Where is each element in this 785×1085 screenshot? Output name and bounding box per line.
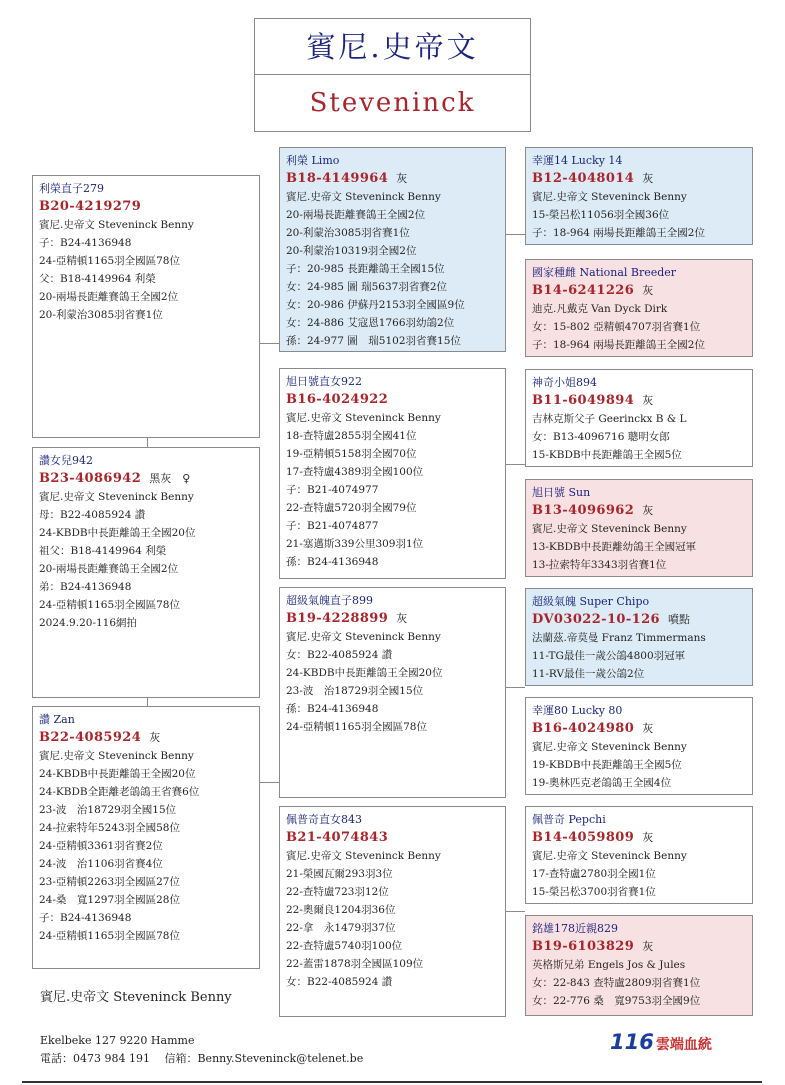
info-line: 20-利蒙治10319羽全國2位 [286, 245, 417, 257]
info-line: 11-RV最佳一歲公鴿2位 [532, 668, 645, 680]
info-line: 賓尼.史帝文 Steveninck Benny [286, 631, 441, 643]
pigeon-name: 佩普奇 Pepchi [532, 813, 606, 826]
ring-number: B19-6103829 [532, 939, 635, 954]
info-line: 22-奧爾良1204羽36位 [286, 904, 396, 916]
ring-number: DV03022-10-126 [532, 612, 660, 627]
ring-number: B14-6241226 [532, 283, 635, 298]
info-line: 17-查特盧2780羽全國1位 [532, 868, 656, 880]
info-line: 24-拉索特年5243羽全國58位 [39, 822, 180, 834]
connector-line [259, 343, 280, 344]
info-line: 24-桑 寬1297羽全國區28位 [39, 894, 180, 906]
info-line: 女：20-986 伊蘇丹2153羽全國區9位 [286, 299, 465, 311]
info-line: 23-波 治18729羽全國15位 [39, 804, 177, 816]
info-line: 22-查特盧723羽12位 [286, 886, 389, 898]
feather-color: 灰 [396, 172, 408, 185]
ring-number: B23-4086942 [39, 471, 142, 486]
info-line: 15-榮呂松3700羽省賽1位 [532, 886, 656, 898]
info-line: 女：B22-4085924 讚 [286, 649, 393, 661]
connector-line [505, 911, 525, 912]
address-line: Ekelbeke 127 9220 Hamme [40, 1034, 195, 1047]
info-line: 24-亞精頓3361羽省賽2位 [39, 840, 163, 852]
info-line: 孫：B24-4136948 [286, 703, 379, 715]
pigeon-name: 幸運80 Lucky 80 [532, 704, 623, 717]
info-line: 賓尼.史帝文 Steveninck Benny [286, 850, 441, 862]
info-line: 22-查特盧5740羽100位 [286, 940, 403, 952]
ring-number: B11-6049894 [532, 393, 635, 408]
feather-color: 灰 [149, 731, 161, 744]
info-line: 20-兩場長距離賽鴿王全國2位 [39, 563, 179, 575]
info-line: 24-KBDB中長距離鴿王全國20位 [39, 768, 196, 780]
info-line: 子：B21-4074877 [286, 520, 379, 532]
logo-text: 雲端血統 [655, 1037, 712, 1053]
info-line: 子：B24-4136948 [39, 912, 132, 924]
info-line: 子：20-985 長距離鴿王全國15位 [286, 263, 445, 275]
pigeon-name: 利榮直子279 [39, 182, 104, 195]
info-line: 24-KBDB中長距離鴿王全國20位 [39, 527, 196, 539]
info-line: 賓尼.史帝文 Steveninck Benny [39, 491, 194, 503]
info-line: 女：22-776 桑 寬9753羽全國9位 [532, 995, 701, 1007]
gen2-card [279, 368, 506, 579]
connector-line [505, 234, 525, 235]
feather-color: 灰 [642, 940, 654, 953]
contact-block [40, 1032, 363, 1068]
pigeon-name: 旭日號 Sun [532, 486, 591, 499]
feather-color: 灰 [642, 504, 654, 517]
ring-number: B16-4024980 [532, 721, 635, 736]
connector-line [147, 437, 148, 447]
info-line: 弟：B24-4136948 [39, 581, 132, 593]
ring-number: B14-4059809 [532, 830, 635, 845]
connector-line [505, 687, 525, 688]
info-line: 父：B18-4149964 利榮 [39, 273, 156, 285]
info-line: 孫：24-977 圖 瑞5102羽省賽15位 [286, 335, 461, 347]
gen3-dam-card [525, 915, 753, 1016]
gen3-dam-card [525, 479, 753, 577]
info-line: 19-奧林匹克老鴿鴿王全國4位 [532, 777, 672, 789]
gen3-card [525, 697, 753, 795]
info-line: 18-查特盧2855羽全國41位 [286, 430, 417, 442]
pigeon-name: 超級氣魄 Super Chipo [532, 595, 650, 608]
info-line: 女：B13-4096716 聰明女郎 [532, 431, 670, 443]
info-line: 賓尼.史帝文 Steveninck Benny [532, 850, 687, 862]
connector-line [505, 464, 525, 465]
gen2-card [279, 587, 506, 798]
gen3-sire-card [525, 147, 753, 245]
info-line: 15-榮呂松11056羽全國36位 [532, 209, 670, 221]
info-line: 23-亞精頓2263羽全國區27位 [39, 876, 180, 888]
info-line: 20-兩場長距離賽鴿王全國2位 [39, 291, 179, 303]
pigeon-name: 國家種雌 National Breeder [532, 266, 677, 279]
info-line: 迪克.凡戴克 Van Dyck Dirk [532, 303, 668, 315]
info-line: 24-亞精頓1165羽全國區78位 [39, 255, 180, 267]
ring-number: B18-4149964 [286, 171, 389, 186]
info-line: 24-波 治1106羽省賽4位 [39, 858, 163, 870]
logo [610, 1030, 712, 1054]
info-line: 賓尼.史帝文 Steveninck Benny [532, 191, 687, 203]
pigeon-name: 利榮 Limo [286, 154, 340, 167]
owner-name: 賓尼.史帝文 Steveninck Benny [40, 990, 232, 1005]
subject-pigeon-card [32, 175, 260, 438]
info-line: 母：B22-4085924 讚 [39, 509, 146, 521]
info-line: 子：18-964 兩場長距離鴿王全國2位 [532, 227, 705, 239]
gen3-sire-card [525, 588, 753, 686]
info-line: 20-利蒙治3085羽省賽1位 [286, 227, 410, 239]
info-line: 祖父：B18-4149964 利榮 [39, 545, 167, 557]
info-line: 24-亞精頓1165羽全國區78位 [39, 599, 180, 611]
feather-color: 灰 [642, 172, 654, 185]
info-line: 22-蓋雷1878羽全國區109位 [286, 958, 424, 970]
info-line: 賓尼.史帝文 Steveninck Benny [532, 741, 687, 753]
pigeon-name: 銘雄178近親829 [532, 922, 618, 935]
ring-number: B21-4074843 [286, 830, 389, 845]
title-name-chinese: 賓尼.史帝文 [255, 19, 530, 75]
feather-color: 灰 [642, 394, 654, 407]
gen3-dam-card [525, 259, 753, 357]
info-line: 法蘭茲.帝莫曼 Franz Timmermans [532, 632, 706, 644]
ring-number: B16-4024922 [286, 392, 389, 407]
info-line: 24-亞精頓1165羽全國區78位 [39, 930, 180, 942]
info-line: 15-KBDB中長距離鴿王全國5位 [532, 449, 682, 461]
connector-line [147, 697, 148, 706]
info-line: 17-查特盧4389羽全國100位 [286, 466, 424, 478]
sibling-pigeon-card [32, 447, 260, 698]
feather-color: 灰 [396, 612, 408, 625]
info-line: 20-利蒙治3085羽省賽1位 [39, 309, 163, 321]
info-line: 子：B21-4074977 [286, 484, 379, 496]
info-line: 英格斯兄弟 Engels Jos & Jules [532, 959, 686, 971]
ring-number: B20-4219279 [39, 199, 142, 214]
info-line: 13-KBDB中長距離幼鴿王全國冠軍 [532, 541, 697, 553]
info-line: 19-KBDB中長距離鴿王全國5位 [532, 759, 682, 771]
pigeon-name: 佩普奇直女843 [286, 813, 362, 826]
info-line: 22-查特盧5720羽全國79位 [286, 502, 417, 514]
info-line: 21-塞邁斯339公里309羽1位 [286, 538, 424, 550]
title-name-english: Steveninck [309, 88, 476, 118]
pigeon-name: 讚 Zan [39, 713, 75, 726]
info-line: 孫：B24-4136948 [286, 556, 379, 568]
gen3-card [525, 369, 753, 467]
ring-number: B12-4048014 [532, 171, 635, 186]
connector-line [259, 782, 280, 783]
info-line: 24-KBDB中長距離鴿王全國20位 [286, 667, 443, 679]
info-line: 女：B22-4085924 讚 [286, 976, 393, 988]
pigeon-name: 神奇小姐894 [532, 376, 597, 389]
title-box [254, 18, 531, 132]
info-line: 吉林克斯父子 Geerinckx B & L [532, 413, 687, 425]
dam-pigeon-card [32, 706, 260, 969]
info-line: 女：22-843 查特盧2809羽省賽1位 [532, 977, 701, 989]
info-line: 賓尼.史帝文 Steveninck Benny [39, 219, 194, 231]
info-line: 11-TG最佳一歲公鴿4800羽冠軍 [532, 650, 686, 662]
pigeon-name: 旭日號直女922 [286, 375, 362, 388]
info-line: 女：24-985 圖 瑞5637羽省賽2位 [286, 281, 448, 293]
info-line: 21-榮國瓦爾293羽3位 [286, 868, 393, 880]
info-line: 20-兩場長距離賽鴿王全國2位 [286, 209, 426, 221]
info-line: 賓尼.史帝文 Steveninck Benny [286, 191, 441, 203]
info-line: 女：15-802 亞精頓4707羽省賽1位 [532, 321, 701, 333]
ring-number: B19-4228899 [286, 611, 389, 626]
info-line: 22-拿 永1479羽37位 [286, 922, 396, 934]
gen2-card [279, 806, 506, 1017]
info-line: 子：18-964 兩場長距離鴿王全國2位 [532, 339, 705, 351]
ring-number: B13-4096962 [532, 503, 635, 518]
feather-color: 黑灰 ♀ [149, 472, 191, 485]
contact-line: 電話：0473 984 191 信箱：Benny.Steveninck@telenet.be [40, 1052, 364, 1065]
gen3-card [525, 806, 753, 904]
pigeon-name: 超級氣魄直子899 [286, 594, 373, 607]
info-line: 24-亞精頓1165羽全國區78位 [286, 721, 427, 733]
feather-color: 灰 [642, 831, 654, 844]
info-line: 賓尼.史帝文 Steveninck Benny [532, 523, 687, 535]
info-line: 24-KBDB全距離老鴿鴿王省賽6位 [39, 786, 200, 798]
logo-number: 116 [610, 1030, 654, 1054]
info-line: 2024.9.20-116網拍 [39, 617, 138, 629]
info-line: 23-波 治18729羽全國15位 [286, 685, 424, 697]
info-line: 賓尼.史帝文 Steveninck Benny [286, 412, 441, 424]
info-line: 19-亞精頓5158羽全國70位 [286, 448, 417, 460]
feather-color: 噴點 [667, 613, 690, 626]
ring-number: B22-4085924 [39, 730, 142, 745]
info-line: 子：B24-4136948 [39, 237, 132, 249]
pigeon-name: 讚女兒942 [39, 454, 93, 467]
info-line: 13-拉索特年3343羽省賽1位 [532, 559, 667, 571]
pigeon-name: 幸運14 Lucky 14 [532, 154, 623, 167]
feather-color: 灰 [642, 284, 654, 297]
bottom-divider [22, 1081, 762, 1083]
feather-color: 灰 [642, 722, 654, 735]
gen2-sire-card [279, 147, 506, 352]
info-line: 賓尼.史帝文 Steveninck Benny [39, 750, 194, 762]
info-line: 女：24-886 艾寇恩1766羽幼鴿2位 [286, 317, 455, 329]
